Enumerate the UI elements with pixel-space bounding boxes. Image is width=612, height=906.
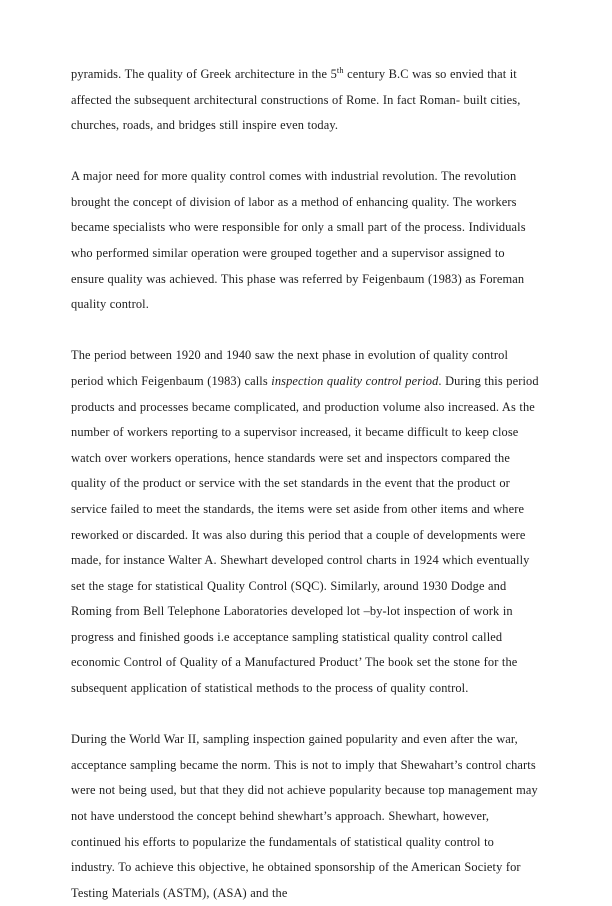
para-industrial-revolution: A major need for more quality control comes with industrial revolution. The revolution brought the concept of division of labor as a method of enhancing quality. The workers became specialists who were responsible for only a small part of the process. Individuals who performed similar operation were grouped together and a supervisor assigned to ensure quality was achieved. This phase was referred by Feigenbaum (1983) as Foreman quality control. <box>71 169 526 312</box>
body-text-column <box>71 62 541 906</box>
para-inspection-period: The period between 1920 and 1940 saw the next phase in evolution of quality control period which Feigenbaum (1983) calls inspection quality control period. During this period products and processes became complicated, and production volume also increased. As the number of workers reporting to a supervisor increased, it became difficult to keep close watch over workers operations, hence standards were set and inspectors compared the quality of the product or service with the set standards in the event that the product or service failed to meet the standards, the items were set aside from other items and where reworked or discarded. It was also during this period that a couple of developments were made, for instance Walter A. Shewhart developed control charts in 1924 which eventually set the stage for statistical Quality Control (SQC). Similarly, around 1930 Dodge and Roming from Bell Telephone Laboratories developed lot –by-lot inspection of work in progress and finished goods i.e acceptance sampling statistical quality control called economic Control of Quality of a Manufactured Product’ The book set the stone for the subsequent application of statistical methods to the process of quality control. <box>71 348 539 696</box>
italic-term: inspection quality control period <box>271 373 439 388</box>
para-world-war-two: During the World War II, sampling inspection gained popularity and even after the war, acceptance sampling became the norm. This is not to imply that Shewahart’s control charts were not being used, but that they did not achieve popularity because top management may not have understood the concept behind shewhart’s approach. Shewhart, however, continued his efforts to popularize the fundamentals of statistical quality control to industry. To achieve this objective, he obtained sponsorship of the American Society for Testing Materials (ASTM), (ASA) and the <box>71 732 538 900</box>
para-pyramids: pyramids. The quality of Greek architecture in the 5th century B.C was so envied that it affected the subsequent architectural constructions of Rome. In fact Roman- built cities, churches, roads, and bridges still inspire even today. <box>71 65 521 133</box>
ordinal-superscript: th <box>336 65 344 75</box>
